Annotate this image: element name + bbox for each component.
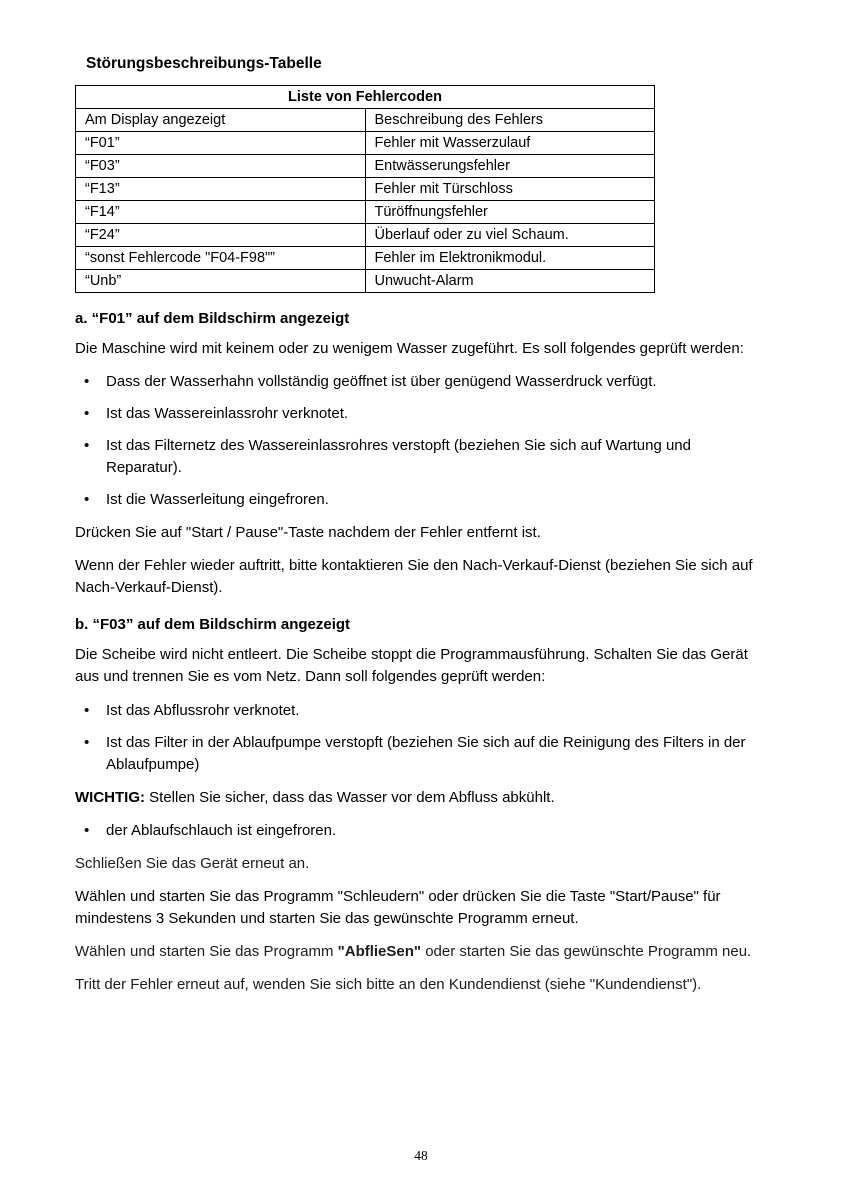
error-code-table <box>75 85 655 293</box>
section-a-bullet-list <box>75 371 770 511</box>
table-cell-description: Fehler mit Türschloss <box>365 178 655 201</box>
table-row <box>76 201 655 224</box>
paragraph-drain-program <box>75 941 770 963</box>
table-cell-description: Türöffnungsfehler <box>365 201 655 224</box>
drain-text-pre: Wählen und starten Sie das Programm <box>75 942 338 960</box>
drain-program-name: "AbflieSen" <box>337 942 422 960</box>
paragraph-after-sales-service: Wenn der Fehler wieder auftritt, bitte kontaktieren Sie den Nach-Verkauf-Dienst (beziehen Sie sich auf Nach-Verkauf-Dienst). <box>75 557 753 597</box>
section-b-intro: Die Scheibe wird nicht entleert. Die Scheibe stoppt die Programmausführung. Schalten Sie das Gerät aus und trennen Sie es vom Netz. Dann soll folgendes geprüft werden: <box>75 646 748 686</box>
table-cell-code: “F13” <box>76 178 366 201</box>
bullet-item: • Ist das Filter in der Ablaufpumpe verstopft (beziehen Sie sich auf die Reinigung des Filters in der Ablaufpumpe) <box>75 732 770 776</box>
bullet-item: • Dass der Wasserhahn vollständig geöffnet ist über genügend Wasserdruck verfügt. <box>75 371 770 393</box>
bullet-item: • Ist das Wassereinlassrohr verknotet. <box>75 403 770 425</box>
table-header-description: Beschreibung des Fehlers <box>365 109 655 132</box>
table-header-row <box>76 109 655 132</box>
bullet-item: • Ist die Wasserleitung eingefroren. <box>75 489 770 511</box>
paragraph-reconnect: Schließen Sie das Gerät erneut an. <box>75 854 310 872</box>
drain-text-post: oder starten Sie das gewünschte Programm neu. <box>421 942 752 960</box>
table-row <box>76 224 655 247</box>
paragraph-spin-program: Wählen und starten Sie das Programm "Schleudern" oder drücken Sie die Taste "Start/Pause" für mindestens 3 Sekunden und starten Sie das gewünschte Programm erneut. <box>75 887 721 927</box>
frozen-hose-bullet-list <box>75 820 770 842</box>
table-cell-description: Überlauf oder zu viel Schaum. <box>365 224 655 247</box>
table-cell-code: “F03” <box>76 155 366 178</box>
table-cell-code: “F14” <box>76 201 366 224</box>
table-caption: Liste von Fehlercoden <box>76 86 655 109</box>
table-cell-description: Entwässerungsfehler <box>365 155 655 178</box>
important-text: Stellen Sie sicher, dass das Wasser vor dem Abfluss abkühlt. <box>144 788 555 806</box>
section-b-heading: b. “F03” auf dem Bildschirm angezeigt <box>75 616 351 634</box>
table-cell-code: “sonst Fehlercode "F04-F98"” <box>76 247 366 270</box>
table-cell-description: Unwucht-Alarm <box>365 270 655 293</box>
paragraph-customer-service: Tritt der Fehler erneut auf, wenden Sie sich bitte an den Kundendienst (siehe "Kundendienst"). <box>75 975 702 993</box>
paragraph-start-pause: Drücken Sie auf "Start / Pause"-Taste nachdem der Fehler entfernt ist. <box>75 524 541 542</box>
table-header-display: Am Display angezeigt <box>76 109 366 132</box>
table-row <box>76 178 655 201</box>
table-cell-description: Fehler im Elektronikmodul. <box>365 247 655 270</box>
table-cell-code: “F01” <box>76 132 366 155</box>
section-a-intro: Die Maschine wird mit keinem oder zu wenigem Wasser zugeführt. Es soll folgendes geprüft werden: <box>75 340 744 357</box>
important-note <box>75 787 770 809</box>
bullet-item: • Ist das Abflussrohr verknotet. <box>75 700 770 722</box>
document-title: Störungsbeschreibungs-Tabelle <box>86 55 322 72</box>
important-label: WICHTIG: <box>75 788 145 806</box>
table-row <box>76 270 655 293</box>
page-number: 48 <box>414 1148 428 1163</box>
table-row <box>76 247 655 270</box>
table-row <box>76 132 655 155</box>
bullet-item: • der Ablaufschlauch ist eingefroren. <box>75 820 770 842</box>
section-a-heading: a. “F01” auf dem Bildschirm angezeigt <box>75 310 350 327</box>
table-cell-code: “F24” <box>76 224 366 247</box>
section-b-bullet-list <box>75 700 770 776</box>
table-cell-description: Fehler mit Wasserzulauf <box>365 132 655 155</box>
bullet-item: • Ist das Filternetz des Wassereinlassrohres verstopft (beziehen Sie sich auf Wartung und Reparatur). <box>75 435 770 479</box>
table-caption-row <box>76 86 655 109</box>
table-row <box>76 155 655 178</box>
table-cell-code: “Unb” <box>76 270 366 293</box>
